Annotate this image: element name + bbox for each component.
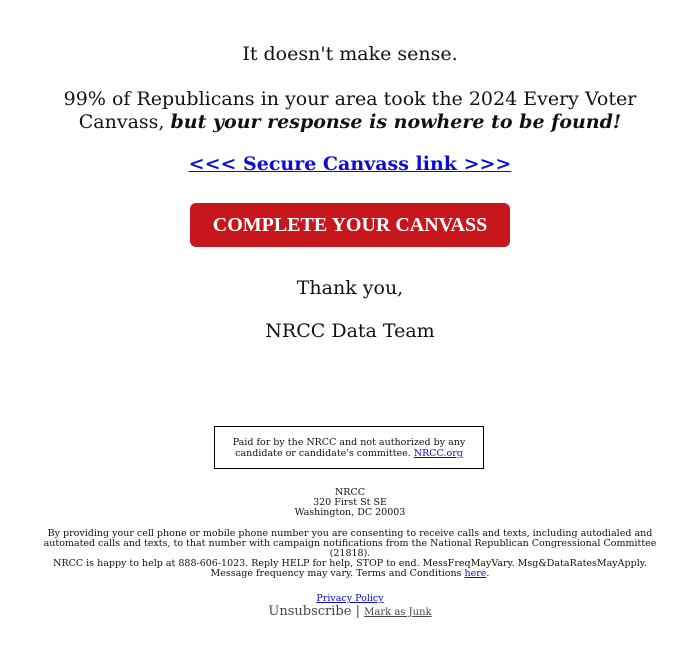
separator: | <box>355 604 360 619</box>
disclaimer-text: Paid for by the NRCC and not authorized by any candidate or candidate's committee. <box>232 437 466 459</box>
secure-link-row <box>0 152 700 176</box>
body-plain-text: 99% of Republicans in your area took the 2024 Every Voter Canvass, <box>63 88 637 133</box>
mailing-address <box>0 488 700 518</box>
unsubscribe-row <box>0 604 700 621</box>
address-org: NRCC <box>334 487 365 498</box>
nrcc-org-link[interactable]: NRCC.org <box>413 448 463 459</box>
intro-line: It doesn't make sense. <box>242 43 458 65</box>
body-paragraph <box>60 88 640 134</box>
paid-for-disclaimer-box <box>214 426 484 469</box>
signature: NRCC Data Team <box>265 320 435 342</box>
privacy-policy-link[interactable]: Privacy Policy <box>316 593 384 604</box>
consent-text: By providing your cell phone or mobile phone number you are consenting to receive calls and texts, including autodialed and automated calls and texts, to that number with campaign notifications from the National Republican Congressional Committee (21818). <box>43 528 657 559</box>
address-city: Washington, DC 20003 <box>294 507 406 518</box>
unsubscribe-link[interactable]: Unsubscribe <box>268 604 352 619</box>
mark-as-junk-link[interactable]: Mark as Junk <box>364 607 432 618</box>
help-text: NRCC is happy to help at 888-606-1023. Reply HELP for help, STOP to end. MessFreqMayVary. Msg&DataRatesMayApply. Message frequency may vary. Terms and Conditions <box>53 558 647 579</box>
thanks-text: Thank you, <box>296 277 404 299</box>
address-street: 320 First St SE <box>313 497 387 508</box>
privacy-row <box>0 594 700 604</box>
help-text-block <box>40 559 660 579</box>
body-emphasis-text: but your response is nowhere to be found! <box>170 111 622 133</box>
terms-here-link[interactable]: here <box>464 568 487 579</box>
complete-canvass-button[interactable]: COMPLETE YOUR CANVASS <box>190 203 510 247</box>
help-end: . <box>486 568 490 579</box>
secure-canvass-link[interactable]: <<< Secure Canvass link >>> <box>188 153 512 175</box>
